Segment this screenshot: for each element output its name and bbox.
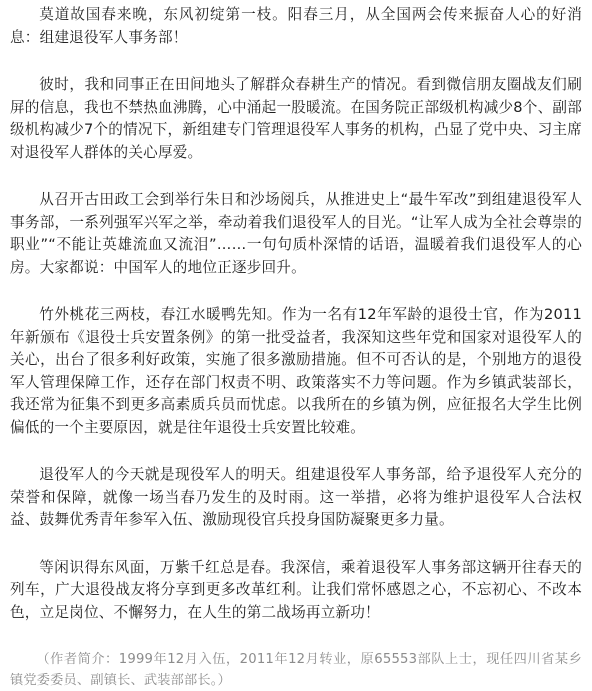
paragraph-6: 等闲识得东风面，万紫千红总是春。我深信，乘着退役军人事务部这辆开往春天的列车，广大退役战友将分享到更多改革红利。让我们常怀感恩之心，不忘初心、不改本色，立足岗位、不懈努力，在人生的第二战场再立新功！ <box>10 558 582 621</box>
paragraph-2: 彼时，我和同事正在田间地头了解群众春耕生产的情况。看到微信朋友圈战友们刷屏的信息，我也不禁热血沸腾，心中涌起一股暖流。在国务院正部级机构减少8个、副部级机构减少7个的情况下，新组建专门管理退役军人事务的机构，凸显了党中央、习主席对退役军人群体的关心厚爱。 <box>10 76 582 161</box>
paragraph-1: 莫道故国春来晚，东风初绽第一枝。阳春三月，从全国两会传来振奋人心的好消息：组建退役军人事务部！ <box>10 6 582 46</box>
paragraph-3: 从召开古田政工会到举行朱日和沙场阅兵，从推进史上“最牛军改”到组建退役军人事务部，一系列强军兴军之举，牵动着我们退役军人的目光。“让军人成为全社会尊崇的职业”“不能让英雄流血又流泪”……一句句质朴深情的话语，温暖着我们退役军人的心房。大家都说：中国军人的地位正逐步回升。 <box>10 191 582 276</box>
author-bio-note: （作者简介：1999年12月入伍，2011年12月转业，原65553部队上士，现任四川省某乡镇党委委员、副镇长、武装部部长。） <box>10 652 582 688</box>
paragraph-4: 竹外桃花三两枝，春江水暖鸭先知。作为一名有12年军龄的退役士官，作为2011年新颁布《退役士兵安置条例》的第一批受益者，我深知这些年党和国家对退役军人的关心，出台了很多利好政策，实施了很多激励措施。但不可否认的是，个别地方的退役军人管理保障工作，还存在部门权责不明、政策落实不力等问题。作为乡镇武装部长，我还常为征集不到更多高素质兵员而忧虑。以我所在的乡镇为例，应征报名大学生比例偏低的一个主要原因，就是往年退役士兵安置比较难。 <box>10 306 582 436</box>
paragraph-5: 退役军人的今天就是现役军人的明天。组建退役军人事务部，给予退役军人充分的荣誉和保障，就像一场当春乃发生的及时雨。这一举措，必将为维护退役军人合法权益、鼓舞优秀青年参军入伍、激励现役官兵投身国防凝聚更多力量。 <box>10 466 582 528</box>
